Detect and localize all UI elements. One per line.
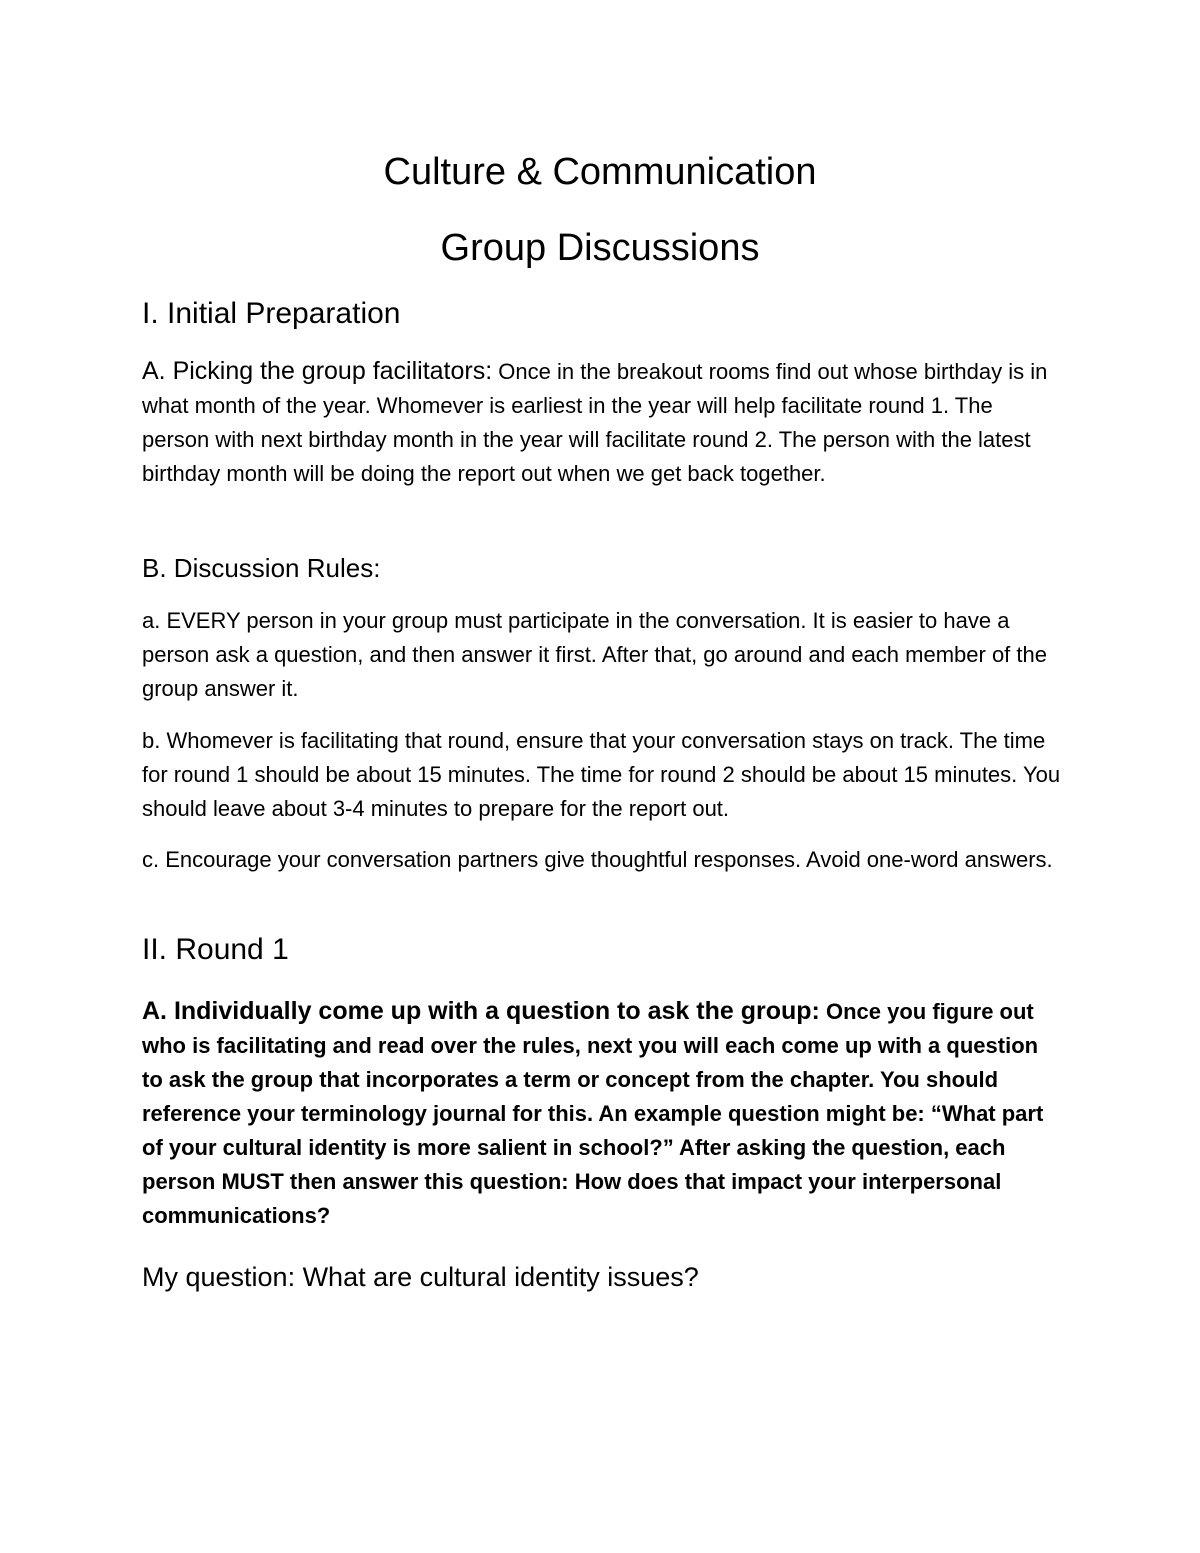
paragraph-body: Once you figure out who is facilitating and read over the rules, next you will each come up with a question to ask the group that incorporates a term or concept from the chapter. You should reference your terminology journal for this. An example question might be: “What part of your cultural identity is more salient in school?” After asking the question, each person MUST then answer this question: How does that impact your interpersonal communications?: [142, 999, 1044, 1228]
paragraph-lead: A. Picking the group facilitators:: [142, 357, 493, 385]
rule-item-c: c. Encourage your conversation partners give thoughtful responses. Avoid one-word answers.: [142, 847, 1053, 872]
rule-item-a: a. EVERY person in your group must participate in the conversation. It is easier to have a person ask a question, and then answer it first. After that, go around and each member of the group answer it.: [142, 608, 1047, 701]
rule-item-b: b. Whomever is facilitating that round, ensure that your conversation stays on track. The time for round 1 should be about 15 minutes. The time for round 2 should be about 15 minutes. You should leave about 3-4 minutes to prepare for the report out.: [142, 728, 1061, 821]
section-heading-initial-preparation: I. Initial Preparation: [142, 297, 401, 330]
my-question-answer: My question: What are cultural identity issues?: [142, 1262, 699, 1292]
paragraph-body: Once in the breakout rooms find out whose birthday is in what month of the year. Whomever is earliest in the year will help facilitate round 1. The person with next birthday month in the year will facilitate round 2. The person with the latest birthday month will be doing the report out when we get back together.: [142, 359, 1048, 486]
subheading-discussion-rules: B. Discussion Rules:: [142, 553, 381, 583]
document-subtitle: Group Discussions: [440, 227, 760, 269]
paragraph-picking-facilitators: [142, 354, 1062, 491]
paragraph-round1-question: [142, 994, 1062, 1233]
paragraph-lead: A. Individually come up with a question to ask the group:: [142, 997, 820, 1025]
document-title: Culture & Communication: [383, 151, 817, 193]
section-heading-round-1: II. Round 1: [142, 933, 289, 966]
